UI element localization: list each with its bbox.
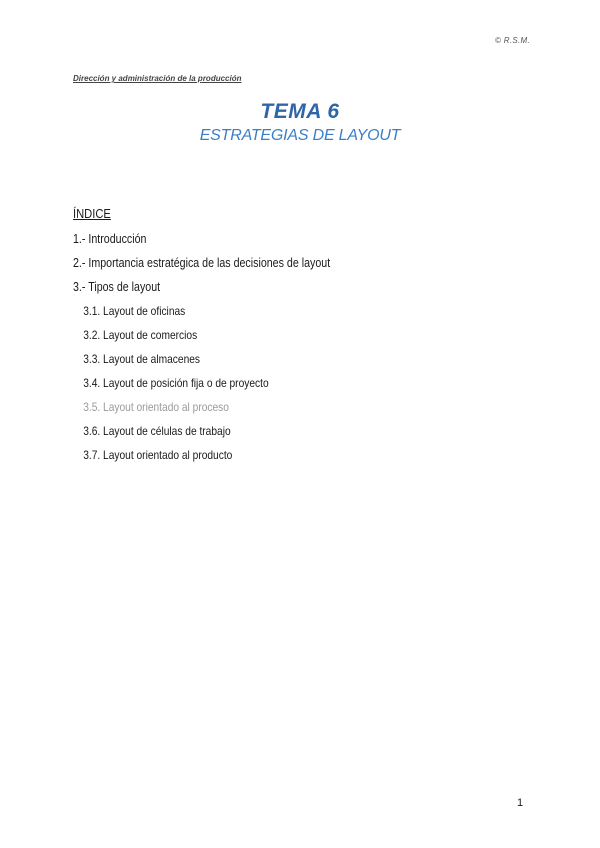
title-block <box>0 100 600 145</box>
subject-header: Dirección y administración de la producción <box>73 74 242 83</box>
table-of-contents <box>73 206 387 467</box>
page-number: 1 <box>517 797 524 809</box>
index-heading: ÍNDICE <box>73 206 111 221</box>
toc-subitem-oficinas: 3.1. Layout de oficinas <box>83 304 186 318</box>
copyright-note: © R.S.M. <box>495 36 530 45</box>
toc-item-importancia: 2.- Importancia estratégica de las decisiones de layout <box>73 255 331 270</box>
toc-subitem-almacenes: 3.3. Layout de almacenes <box>83 352 201 366</box>
toc-item-tipos: 3.- Tipos de layout <box>73 279 161 294</box>
toc-subitem-comercios: 3.2. Layout de comercios <box>83 328 198 342</box>
topic-title: ESTRATEGIAS DE LAYOUT <box>199 127 401 144</box>
toc-subitem-proceso: 3.5. Layout orientado al proceso <box>83 400 229 414</box>
toc-item-introduccion: 1.- Introducción <box>73 231 147 246</box>
toc-subitem-posicion-fija: 3.4. Layout de posición fija o de proyecto <box>83 376 269 390</box>
toc-subitem-producto: 3.7. Layout orientado al producto <box>83 448 233 462</box>
toc-subitem-celulas: 3.6. Layout de células de trabajo <box>83 424 231 438</box>
topic-number: TEMA 6 <box>260 100 340 123</box>
